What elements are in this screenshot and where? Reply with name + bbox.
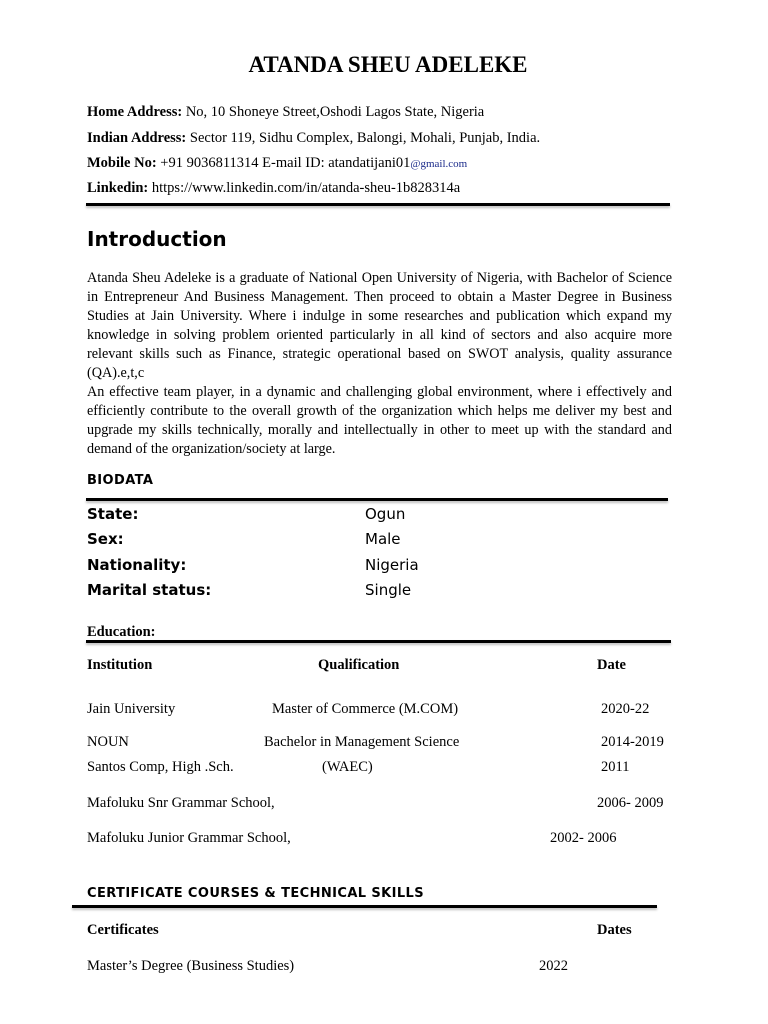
- certificate-row-date: 2022: [539, 958, 568, 974]
- indian-address: [87, 130, 540, 147]
- biodata-value-marital-status: Single: [365, 581, 412, 599]
- home-address-value: No, 10 Shoneye Street,Oshodi Lagos State, Nigeria: [182, 104, 485, 120]
- certificates-heading: CERTIFICATE COURSES & TECHNICAL SKILLS: [87, 886, 424, 901]
- education-divider: [86, 640, 671, 643]
- certificate-row-name: Master’s Degree (Business Studies): [87, 958, 295, 974]
- biodata-value-state: Ogun: [365, 505, 406, 523]
- mobile-value: +91 9036811314 E-mail ID: atandatijani01: [156, 155, 411, 171]
- education-row-date: 2011: [601, 759, 630, 775]
- biodata-value-nationality: Nigeria: [365, 556, 419, 574]
- education-row-qualification: (WAEC): [322, 759, 373, 775]
- education-row-institution: Mafoluku Junior Grammar School,: [87, 830, 291, 846]
- linkedin-url[interactable]: https://www.linkedin.com/in/atanda-sheu-1b828314a: [148, 180, 461, 196]
- home-address: [87, 104, 484, 121]
- education-row-qualification: Master of Commerce (M.COM): [272, 701, 459, 717]
- education-row-institution: Mafoluku Snr Grammar School,: [87, 795, 275, 811]
- education-row-date: 2006- 2009: [597, 795, 664, 811]
- indian-address-label: Indian Address:: [87, 130, 187, 146]
- education-row-date: 2014-2019: [601, 734, 664, 750]
- indian-address-value: Sector 119, Sidhu Complex, Balongi, Mohali, Punjab, India.: [186, 130, 541, 146]
- introduction-paragraph-2: An effective team player, in a dynamic and challenging global environment, where i effectively and efficiently contribute to the overall growth of the organization which helps me deliver my best and upgrade my skills technically, morally and intellectually in other to meet up with the standard and demand of the organization/society at large.: [87, 384, 672, 457]
- education-col-institution: Institution: [87, 657, 153, 673]
- linkedin: [87, 180, 460, 197]
- education-row-institution: NOUN: [87, 734, 129, 750]
- introduction-paragraph-1: Atanda Sheu Adeleke is a graduate of National Open University of Nigeria, with Bachelor of Science in Entrepreneur And Business Management. Then proceed to obtain a Master Degree in Business Studies at Jain University. Where i indulge in some researches and publication which expand my knowledge in solving problem oriented particularly in all kind of sectors and also acquire more relevant skills such as Finance, strategic operational based on SWOT analysis, quality assurance (QA).e,t,c: [87, 270, 672, 381]
- certificates-divider: [72, 905, 657, 908]
- education-row-qualification: Bachelor in Management Science: [264, 734, 460, 750]
- biodata-label-state: State:: [87, 505, 139, 523]
- education-col-date: Date: [597, 657, 626, 673]
- email-domain-link[interactable]: @gmail.com: [410, 158, 468, 170]
- biodata-heading: BIODATA: [87, 473, 154, 488]
- education-col-qualification: Qualification: [318, 657, 400, 673]
- mobile-label: Mobile No:: [87, 155, 157, 171]
- header-divider: [86, 203, 670, 206]
- certificates-col-date: Dates: [597, 922, 632, 938]
- certificates-col-name: Certificates: [87, 922, 159, 938]
- introduction-heading: Introduction: [87, 227, 227, 251]
- biodata-label-nationality: Nationality:: [87, 556, 187, 574]
- biodata-divider: [86, 498, 668, 501]
- biodata-label-marital-status: Marital status:: [87, 581, 212, 599]
- education-row-date: 2002- 2006: [550, 830, 617, 846]
- biodata-label-sex: Sex:: [87, 530, 124, 548]
- education-row-institution: Santos Comp, High .Sch.: [87, 759, 234, 775]
- education-heading: Education:: [87, 624, 156, 640]
- mobile-email: [87, 155, 467, 172]
- biodata-value-sex: Male: [365, 530, 401, 548]
- linkedin-label: Linkedin:: [87, 180, 149, 196]
- home-address-label: Home Address:: [87, 104, 183, 120]
- education-row-date: 2020-22: [601, 701, 650, 717]
- education-row-institution: Jain University: [87, 701, 176, 717]
- resume-name: ATANDA SHEU ADELEKE: [248, 52, 528, 77]
